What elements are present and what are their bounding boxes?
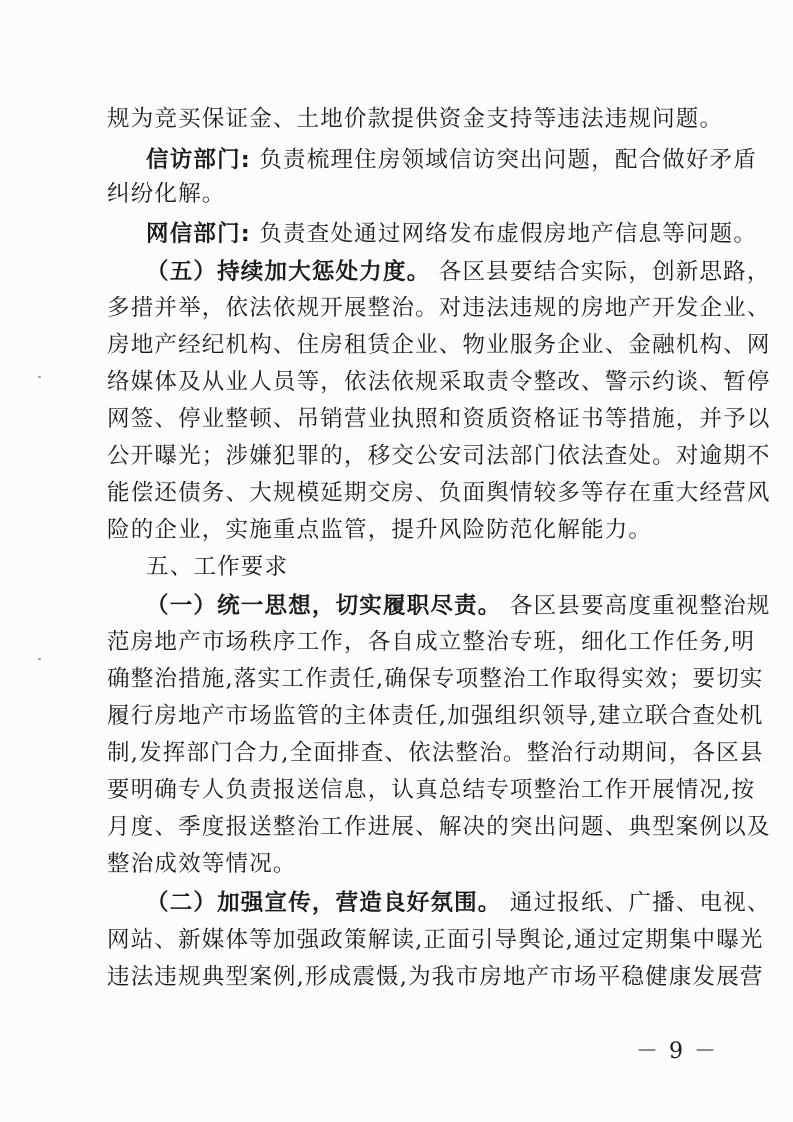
text-line: 公开曝光；涉嫌犯罪的，移交公安司法部门依法查处。对逾期不 [107,443,771,469]
text-line: 要明确专人负责报送信息，认真总结专项整治工作开展情况,按 [107,777,756,803]
text-line: 信访部门: 负责梳理住房领域信访突出问题，配合做好矛盾 [146,147,758,173]
text-line: 险的企业，实施重点监管，提升风险防范化解能力。 [107,517,653,543]
text-line: 网信部门: 负责查处通过网络发布虚假房地产信息等问题。 [146,221,758,247]
text-line: （一）统一思想，切实履职尽责。 各区县要高度重视整治规 [146,593,771,619]
text-line: 规为竞买保证金、土地价款提供资金支持等违法违规问题。 [107,106,724,132]
text-line [146,551,697,583]
department-heading: 信访部门: [146,147,251,173]
text-line: 月度、季度报送整治工作进展、解决的突出问题、典型案例以及 [107,814,771,840]
section-heading: （五）持续加大惩处力度。 [146,259,431,285]
text-line: 制,发挥部门合力,全面排查、依法整治。整治行动期间，各区县 [107,740,764,766]
text-line: 房地产经纪机构、住房租赁企业、物业服务企业、金融机构、网 [107,332,771,358]
text-line: （五）持续加大惩处力度。 各区县要结合实际，创新思路， [146,259,771,285]
section-heading: （一）统一思想，切实履职尽责。 [146,593,502,619]
text-line: 多措并举，依法依规开展整治。对违法违规的房地产开发企业、 [107,295,771,321]
text-line: 纠纷化解。 [107,181,226,207]
text-line: 履行房地产市场监管的主体责任,加强组织领导,建立联合查处机 [107,703,764,729]
text-line: （二）加强宣传，营造良好氛围。 通过报纸、广播、电视、 [146,890,771,916]
text-line: 网站、新媒体等加强政策解读,正面引导舆论,通过定期集中曝光 [107,927,764,953]
text-line: 络媒体及从业人员等，依法依规采取责令整改、警示约谈、暂停 [107,369,771,395]
section-heading: （二）加强宣传，营造良好氛围。 [146,890,502,916]
text-line: 网签、停业整顿、吊销营业执照和资质资格证书等措施，并予以 [107,406,771,432]
department-heading: 网信部门: [146,221,251,247]
text-line: 确整治措施,落实工作责任,确保专项整治工作取得实效；要切实 [107,666,764,692]
text-line: 违法违规典型案例,形成震慑,为我市房地产市场平稳健康发展营 [107,964,764,990]
chapter-heading: 五、工作要求 [146,554,289,580]
text-line: 能偿还债务、大规模延期交房、负面舆情较多等存在重大经营风 [107,480,771,506]
text-line: 范房地产市场秩序工作，各自成立整治专班，细化工作任务,明 [107,629,756,655]
text-line: 整治成效等情况。 [107,851,297,877]
scan-speck [38,376,41,378]
page-number: － 9 － [636,1039,718,1064]
scan-speck [38,658,41,660]
